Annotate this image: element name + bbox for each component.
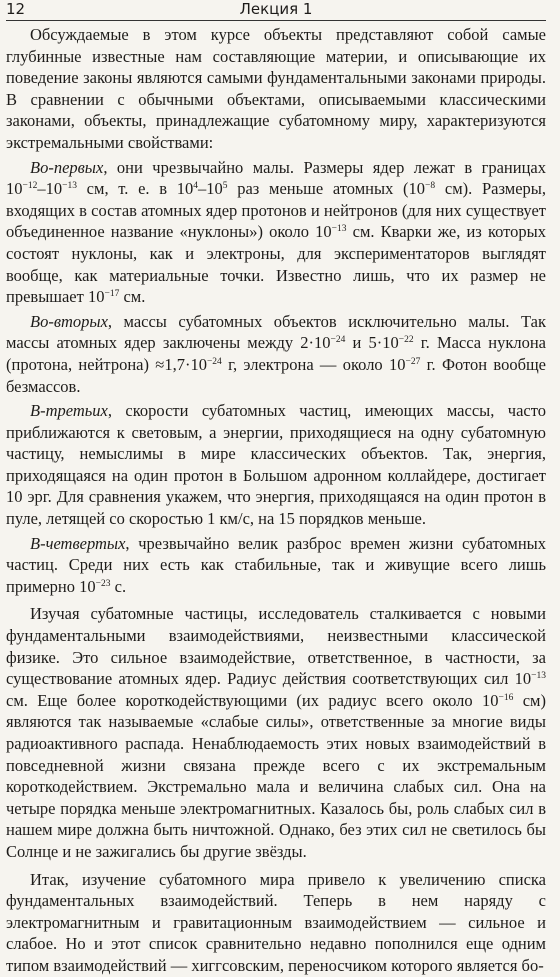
exponent: −23 [95,578,111,589]
text-run: Итак, изучение субатомного мира привело к увеличению списка фундаментальных взаимодействий. Теперь в нем наряду с электромагнитным и гравитационным взаимодействием — сильное и слабое. Но и этот список сравнительно недавно пополнился еще одним типом взаимодействий — хиггсовским, переносчиком которого является бо- [6,869,546,975]
text-run: и 5·10 [345,333,399,353]
exponent: −13 [331,224,347,235]
exponent: −24 [330,335,346,346]
text-run: , массы субатомных объектов исключительно малы. Так массы атомных ядер заключены между 2·10 [6,311,546,353]
text-run: с. [110,576,127,596]
text-run: , чрезвычайно велик разброс времен жизни субатомных частиц. Среди них есть как стабильные, так и живущие всего лишь примерно 10 [6,533,546,596]
text-run: раз меньше атомных (10 [227,179,426,199]
text-run: см, т. е. в 10 [76,179,194,199]
text-run: см. Еще более короткодействующими (их радиус всего около 10 [6,690,499,710]
paragraph-p6 [6,603,546,862]
exponent: −27 [405,356,421,367]
exponent: −24 [206,356,222,367]
body-text [6,24,546,977]
paragraph-p5 [6,533,546,598]
exponent: −12 [22,181,38,192]
exponent: 4 [193,181,199,192]
exponent: −17 [104,289,120,300]
text-run: г, электрона — около 10 [221,354,406,374]
running-header [6,0,546,21]
text-run: см. [119,287,146,307]
page-number: 12 [6,0,26,18]
text-run: см. Кварки же, из которых состоят нуклоны, как и электроны, для экспериментаторов выглядят вообще, как материальные точки. Известно лишь, что их размер не превышает 10 [6,222,546,307]
text-run: г. Фотон вообще безмассов. [6,354,547,396]
paragraph-p2 [6,157,546,308]
text-run: , они чрезвычайно малы. Размеры ядер лежат в границах 10 [6,157,546,199]
paragraph-p4 [6,400,546,530]
exponent: 5 [222,181,228,192]
text-run: Обсуждаемые в этом курсе объекты представляют собой самые глубинные известные нам составляющие материи, и описывающие их поведение законы являются самыми фундаментальными законами природы. В сравнении с обычными объектами, описываемыми классическими законами, объекты, принадлежащие субатомному миру, характеризуются экстремальными свойствами: [6,25,546,152]
paragraph-p1 [6,24,546,154]
text-run: –10 [37,179,63,199]
exponent: −13 [62,181,77,192]
exponent: −13 [531,671,546,682]
text-run: см) являются так называемые «слабые силы», ответственные за многие виды радиоактивного распада. Ненаблюдаемость этих новых взаимодействий в повседневной жизни связана прежде всего с их экстремальным короткодействием. Экстремально мала и величина слабых сил. Она на четыре порядка меньше электромагнитных. Казалось бы, роль слабых сил в нашем мире должна быть ничтожной. Однако, без этих сил не светилось бы Солнце и не зажигались бы другие звёзды. [6,690,546,861]
text-run: , скорости субатомных частиц, имеющих массы, часто приближаются к световым, а энергии, приходящиеся на одну субатомную частицу, немыслимы в мире классических объектов. Так, энергия, приходящаяся на один протон в Большом адронном коллайдере, достигает 10 эрг. Для сравнения укажем, что энергия, приходящаяся на один протон в пуле, летящей со скоростью 1 км/с, на 15 порядков меньше. [6,401,546,529]
paragraph-p3 [6,311,546,397]
emphasis: В-третьих [30,401,108,421]
lecture-title: Лекция 1 [239,0,313,18]
emphasis: В-четвертых [30,533,126,553]
paragraph-p7 [6,869,546,977]
exponent: −8 [425,181,436,192]
text-run: Изучая субатомные частицы, исследователь сталкивается с новыми фундаментальными взаимодействиями, неизвестными классической физике. Это сильное взаимодействие, ответственное, в частности, за существование атомных ядер. Радиус действия соответствующих сил 10 [6,604,546,689]
emphasis: Во-вторых [30,311,108,331]
text-run: –10 [198,179,223,199]
text-run: г. Масса нуклона (протона, нейтрона) ≈1,7·10 [6,333,546,374]
exponent: −22 [398,335,414,346]
exponent: −16 [498,692,514,703]
emphasis: Во-первых [30,157,104,177]
text-run: см). Размеры, входящих в состав атомных ядер протонов и нейтронов (для них существует объединенное название «нуклоны») около 10 [6,179,546,242]
